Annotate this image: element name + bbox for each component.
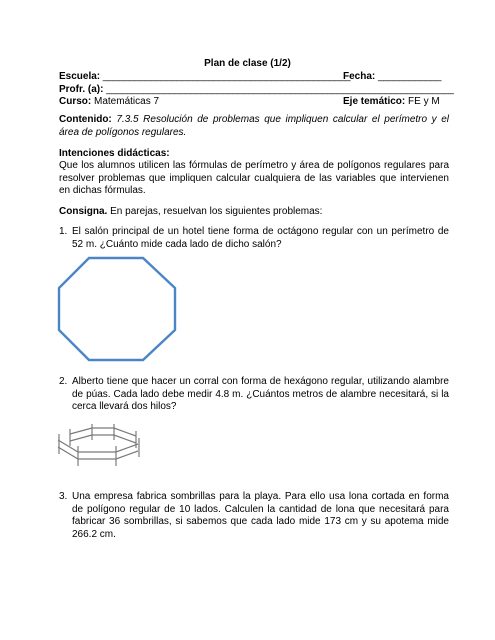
problem-2-number: 2. <box>59 376 68 387</box>
contenido-paragraph <box>59 114 449 139</box>
intenciones-text: Que los alumnos utilicen las fórmulas de perímetro y área de polígonos regulares para resolver problemas que impliquen calcular cualquiera de las variables que intervienen en dichas fórmulas. <box>59 160 449 197</box>
consigna-row <box>59 206 322 218</box>
octagon-figure <box>55 252 185 364</box>
consigna-label: Consigna. <box>59 206 108 217</box>
escuela-blank: _______________________________________________ <box>102 71 351 82</box>
profr-label: Profr. (a): <box>59 84 104 95</box>
header-profr-row <box>59 84 454 96</box>
octagon-shape <box>59 258 175 360</box>
problem-3-text: Una empresa fabrica sombrillas para la playa. Para ello usa lona cortada en forma de polígono regular de 10 lados. Calculen la cantidad de lona que necesitará para fabricar 36 sombrillas, si sabemos que cada lado mide 173 cm y su apotema mide 266.2 cm. <box>72 491 449 540</box>
contenido-label: Contenido: <box>59 114 112 125</box>
problem-3-number: 3. <box>59 491 68 502</box>
problem-2-text: Alberto tiene que hacer un corral con forma de hexágono regular, utilizando alambre de púas. Cada lado debe medir 4.8 m. ¿Cuántos metros de alambre necesitará, si la cerca llevará dos hilos? <box>72 376 449 413</box>
page-title: Plan de clase (1/2) <box>204 58 291 69</box>
contenido-text: 7.3.5 Resolución de problemas que impliquen calcular el perímetro y el área de polígonos regulares. <box>59 114 449 138</box>
fence-back-rail-bottom <box>70 435 136 443</box>
header-curso-row <box>59 96 159 108</box>
fecha-blank: ____________ <box>378 71 442 82</box>
eje-value: FE y M <box>408 96 440 107</box>
intenciones-heading: Intenciones didácticas: <box>59 148 170 159</box>
corral-fence-figure <box>56 424 146 470</box>
fecha-label: Fecha: <box>343 71 376 82</box>
eje-label: Eje temático: <box>343 96 406 107</box>
header-eje <box>343 96 440 108</box>
curso-label: Curso: <box>59 96 92 107</box>
profr-blank: __________________________________________________________________ <box>106 84 454 95</box>
header-fecha <box>343 71 441 83</box>
curso-value: Matemáticas 7 <box>94 96 160 107</box>
header-escuela-row <box>59 71 350 83</box>
problem-1-text: El salón principal de un hotel tiene forma de octágono regular con un perímetro de 52 m. ¿Cuánto mide cada lado de dicho salón? <box>72 226 449 250</box>
consigna-text: En parejas, resuelvan los siguientes problemas: <box>110 206 323 217</box>
problem-1-number: 1. <box>59 226 68 237</box>
escuela-label: Escuela: <box>59 71 101 82</box>
